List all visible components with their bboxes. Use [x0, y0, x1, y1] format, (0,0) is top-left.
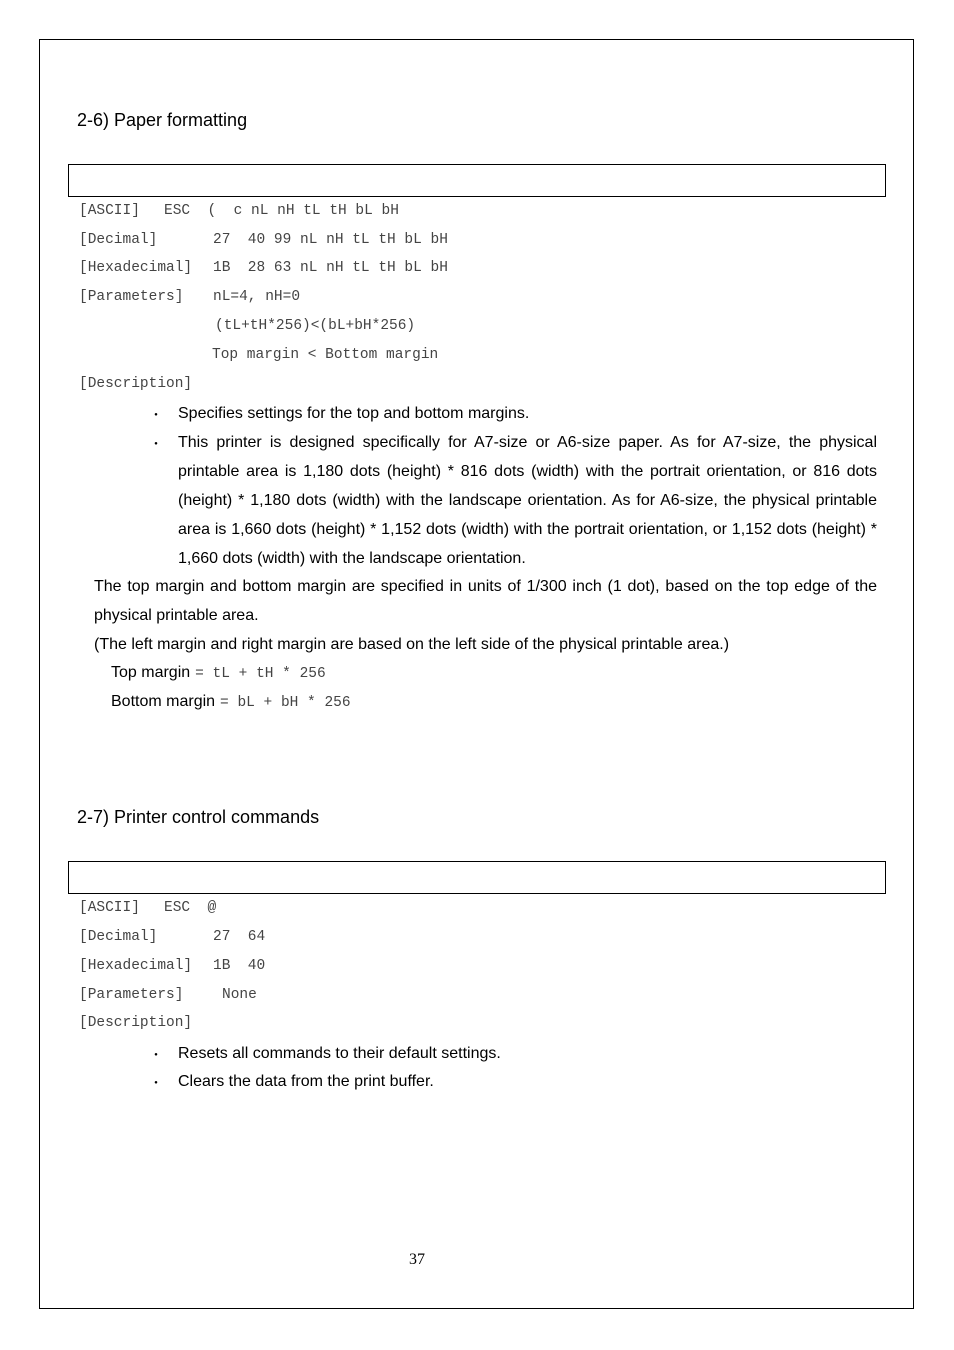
hex-label: [Hexadecimal]: [79, 958, 193, 974]
formula-row-top-margin: [111, 658, 326, 689]
description-bullet: Specifies settings for the top and bottom margins.: [178, 405, 530, 422]
bullet-mark: ・: [149, 436, 163, 452]
bullet-mark: ・: [149, 1047, 163, 1063]
parameters-label: [Parameters]: [79, 987, 184, 1003]
top-margin-formula: = tL + tH * 256: [195, 666, 326, 682]
parameters-constraint: (tL+tH*256)<(bL+bH*256): [215, 318, 416, 334]
section-heading-printer-control: 2-7) Printer control commands: [77, 807, 320, 827]
bottom-margin-label: Bottom margin: [111, 693, 216, 710]
ascii-label: [ASCII]: [79, 203, 140, 219]
bullet-mark: ・: [149, 407, 163, 423]
description-bullet: Clears the data from the print buffer.: [178, 1073, 434, 1090]
section-heading-paper-formatting: 2-6) Paper formatting: [77, 110, 248, 130]
decimal-label: [Decimal]: [79, 929, 158, 945]
bottom-margin-formula: = bL + bH * 256: [220, 695, 351, 711]
description-paragraph: (The left margin and right margin are based on the left side of the physical printable area.): [94, 636, 730, 653]
hex-label: [Hexadecimal]: [79, 260, 193, 276]
description-label: [Description]: [79, 1015, 193, 1031]
decimal-label: [Decimal]: [79, 232, 158, 248]
description-bullet: Resets all commands to their default settings.: [178, 1045, 501, 1062]
parameters-value: nL=4, nH=0: [213, 289, 301, 305]
top-margin-label: Top margin: [111, 664, 191, 681]
ascii-value: ESC @: [164, 900, 217, 916]
hex-value: 1B 40: [213, 958, 266, 974]
ascii-value: ESC ( c nL nH tL tH bL bH: [164, 203, 399, 219]
description-paragraph: The top margin and bottom margin are specified in units of 1/300 inch (1 dot), based on the top edge of the physical printable area.: [94, 578, 877, 624]
formula-row-bottom-margin: [111, 687, 351, 718]
command-title-box: [68, 164, 886, 197]
decimal-value: 27 40 99 nL nH tL tH bL bH: [213, 232, 448, 248]
page-number: 37: [409, 1251, 425, 1268]
hex-value: 1B 28 63 nL nH tL tH bL bH: [213, 260, 448, 276]
parameters-label: [Parameters]: [79, 289, 184, 305]
description-label: [Description]: [79, 376, 193, 392]
description-bullet: This printer is designed specifically for A7-size or A6-size paper. As for A7-size, the physical printable area is 1,180 dots (height) * 816 dots (width) with the portrait orientation, or 816 dots (height) * 1,180 dots (width) with the landscape orientation. As for A6-size, the physical printable area is 1,660 dots (height) * 1,152 dots (width) with the portrait orientation, or 1,152 dots (height) * 1,660 dots (width) with the landscape orientation.: [178, 434, 877, 567]
ascii-label: [ASCII]: [79, 900, 140, 916]
decimal-value: 27 64: [213, 929, 266, 945]
parameters-value: None: [222, 987, 257, 1003]
bullet-mark: ・: [149, 1075, 163, 1091]
parameters-constraint-text: Top margin < Bottom margin: [212, 347, 439, 363]
command-title-box: [68, 861, 886, 894]
